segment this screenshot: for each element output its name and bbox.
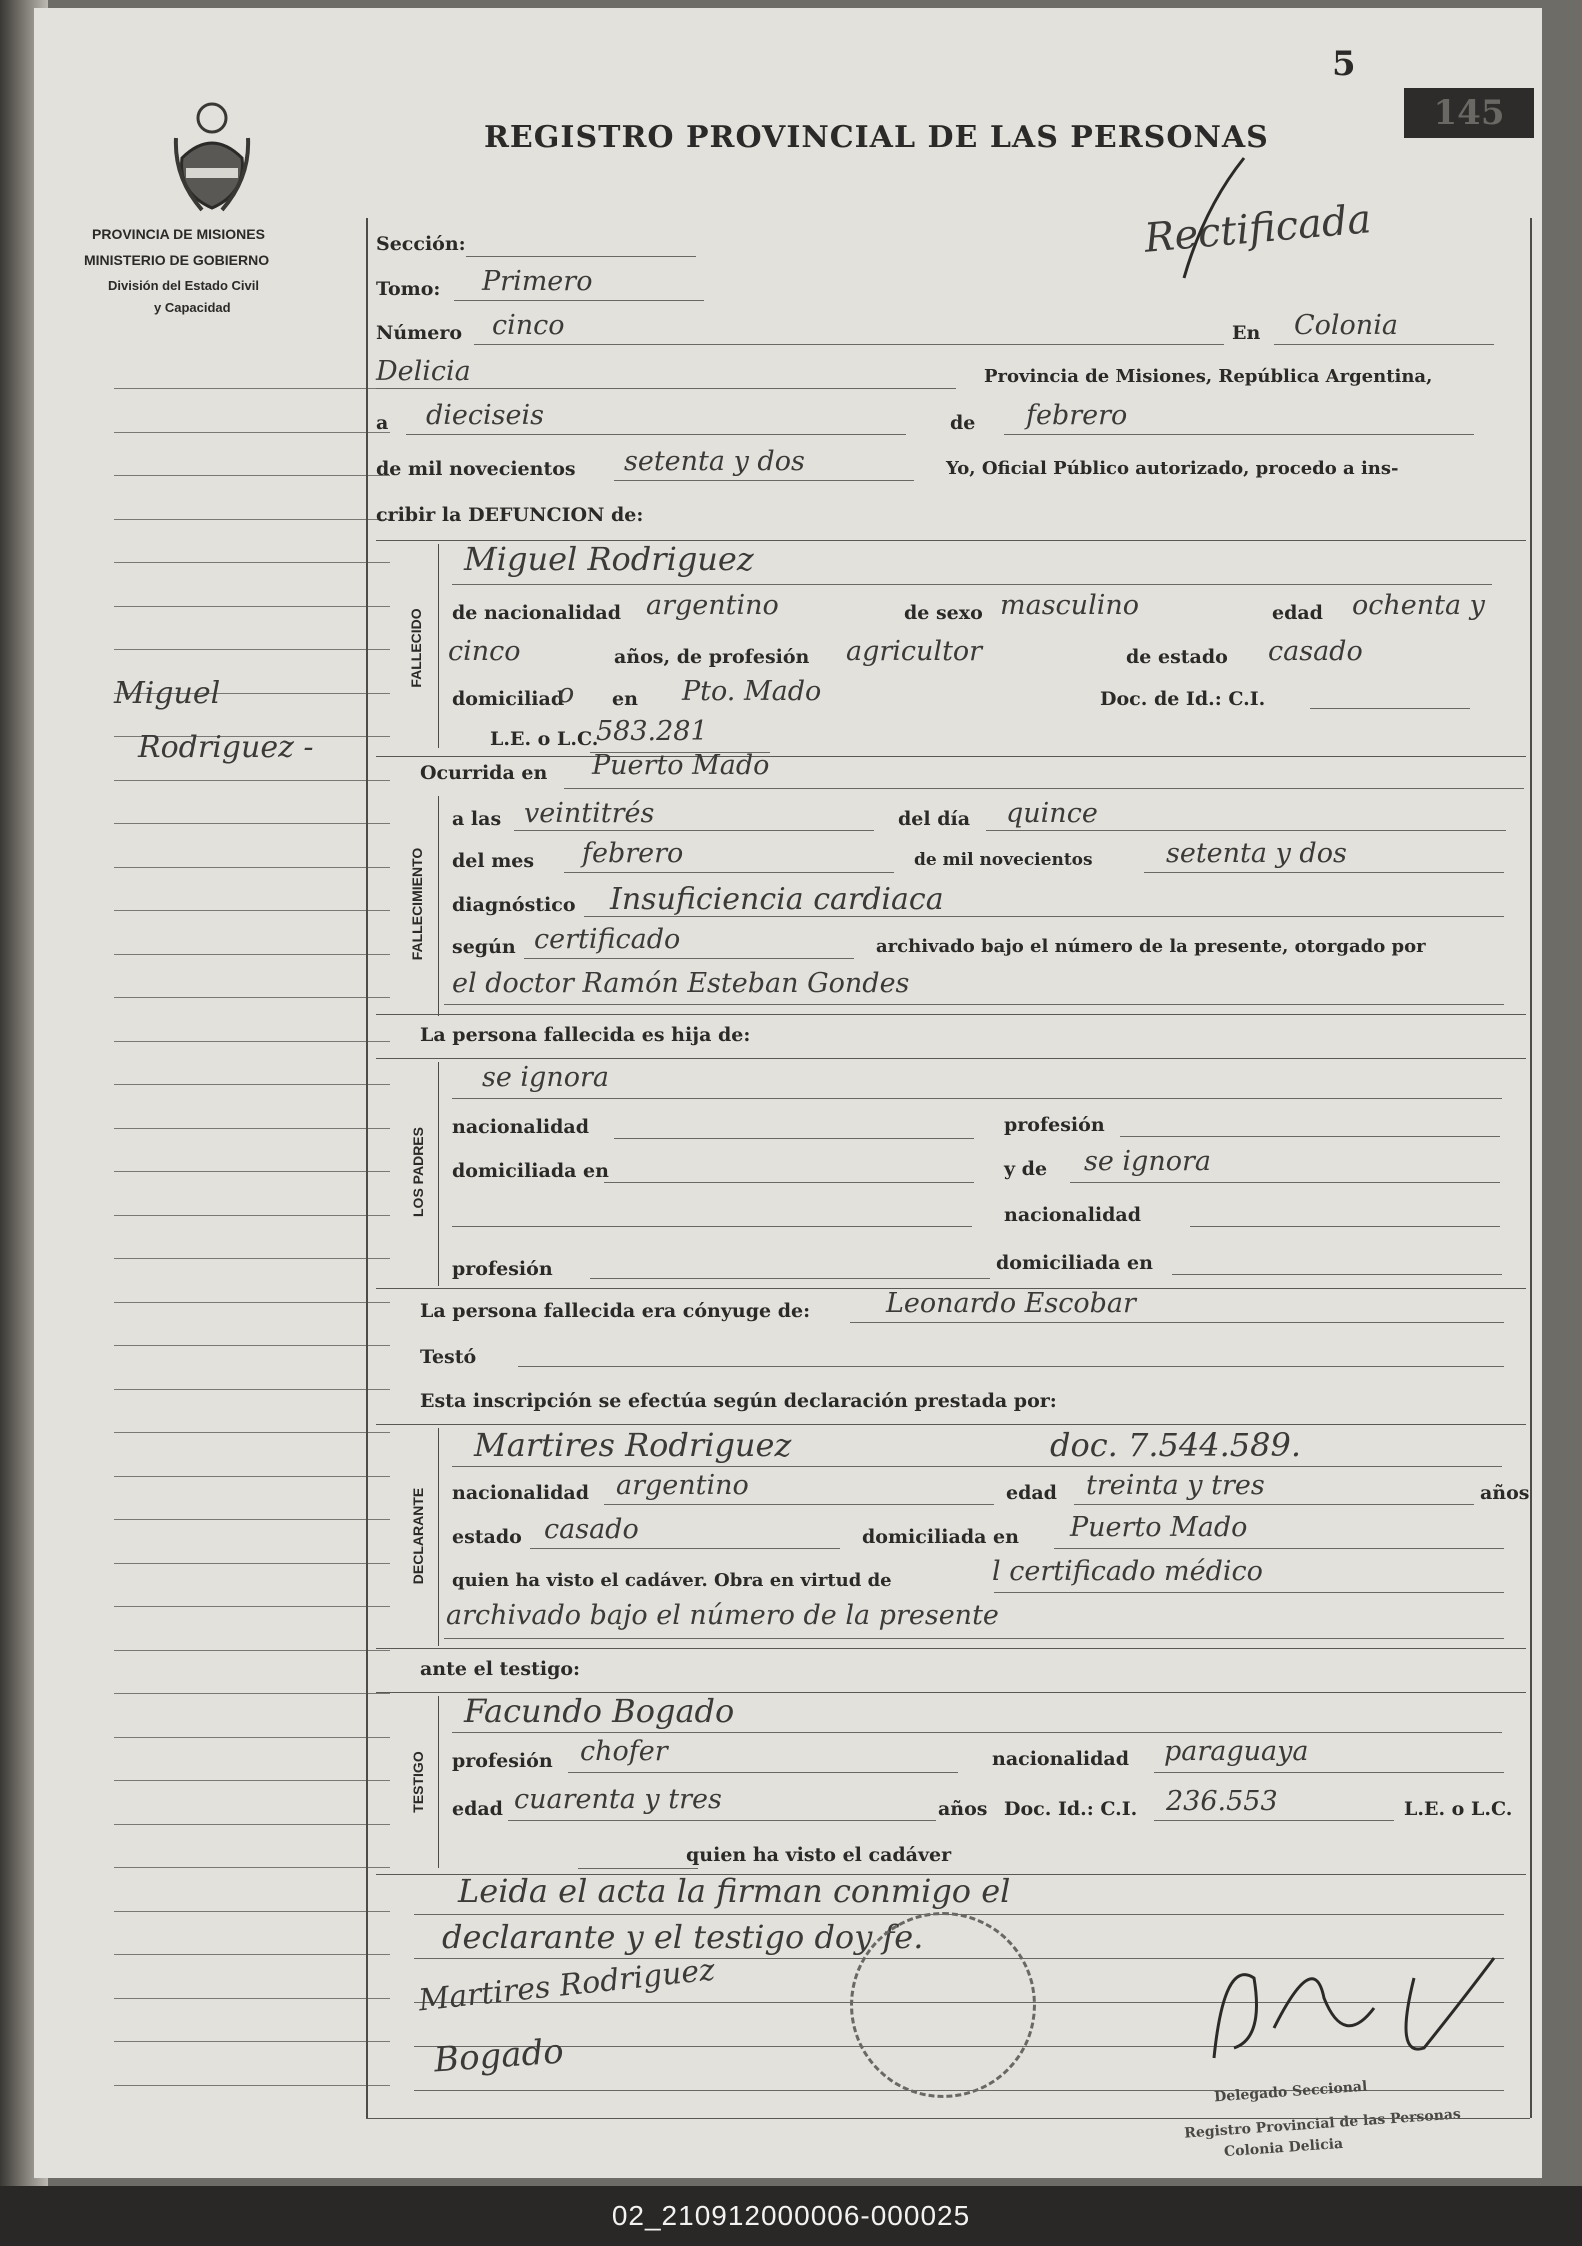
seccion-label: Sección:	[376, 233, 466, 255]
testigo-profesion: chofer	[580, 1736, 668, 1767]
y-de-label: y de	[1004, 1158, 1048, 1180]
de-label: de	[950, 412, 976, 434]
margin-rule	[114, 1041, 390, 1042]
margin-rule	[114, 1084, 390, 1085]
margin-divider	[366, 218, 368, 2118]
declarante-name: Martires Rodriguez	[474, 1426, 792, 1464]
margin-rule	[114, 1911, 390, 1912]
testigo-name-line	[452, 1732, 1502, 1733]
conyuge-value: Leonardo Escobar	[886, 1288, 1136, 1319]
firma-declarante: Martires Rodriguez	[416, 1952, 717, 2019]
document-page	[34, 8, 1542, 2178]
fallecido-nacionalidad-label: de nacionalidad	[452, 602, 622, 624]
fallecido-domiciliado-label: domiciliad	[452, 688, 565, 710]
rectificada-annotation: Rectificada	[1142, 196, 1374, 262]
padre-profesion-line	[1120, 1136, 1500, 1137]
year-label: de mil novecientos	[376, 458, 576, 480]
declarante-estado: casado	[544, 1514, 639, 1545]
margin-rule	[114, 780, 390, 781]
del-mes-label: del mes	[452, 850, 535, 872]
fallecido-nacionalidad: argentino	[646, 590, 779, 621]
official-stamp	[850, 1912, 1036, 2098]
hora-value: veintitrés	[524, 798, 655, 829]
fallecido-bracket	[438, 544, 439, 748]
declarante-visto-suffix: l certificado médico	[992, 1556, 1263, 1587]
fallecido-en-label: en	[612, 688, 638, 710]
testigo-doc-label: Doc. Id.: C.I.	[1004, 1798, 1138, 1820]
padre-profesion-label: profesión	[1004, 1114, 1105, 1136]
margin-rule	[114, 1650, 390, 1651]
fallecido-le: 583.281	[596, 716, 708, 747]
numero-value: cinco	[492, 310, 565, 341]
margin-rule	[114, 1824, 390, 1825]
mes-value: febrero	[582, 838, 684, 869]
fallecido-profesion: agricultor	[846, 636, 983, 667]
de-mil-label: de mil novecientos	[914, 850, 1093, 870]
padre-nacionalidad-line	[614, 1138, 974, 1139]
place-value-1: Colonia	[1294, 310, 1398, 341]
declarante-anos-label: años	[1480, 1482, 1530, 1504]
declarante-edad-line	[1074, 1504, 1474, 1505]
fallecido-domiciliado-suffix: o	[558, 678, 575, 709]
a-las-label: a las	[452, 808, 502, 830]
ante-testigo-label: ante el testigo:	[420, 1658, 581, 1680]
madre-extra-line	[452, 1226, 972, 1227]
del-dia-label: del día	[898, 808, 971, 830]
margin-rule	[114, 1780, 390, 1781]
madre-nacionalidad-label: nacionalidad	[1004, 1204, 1142, 1226]
numero-label: Número	[376, 322, 463, 344]
margin-rule	[114, 1215, 390, 1216]
official-text: Yo, Oficial Público autorizado, procedo a ins-	[946, 458, 1399, 479]
declarante-nacionalidad: argentino	[616, 1470, 749, 1501]
fallecido-le-label: L.E. o L.C.	[490, 728, 599, 750]
fallecido-name-line	[452, 584, 1492, 585]
annotation-stroke	[1164, 148, 1284, 288]
testigo-profesion-line	[568, 1772, 958, 1773]
margin-rule	[114, 1258, 390, 1259]
diagnostico-line	[584, 916, 1504, 917]
margin-rule	[114, 1476, 390, 1477]
declarante-edad: treinta y tres	[1086, 1470, 1265, 1501]
testigo-name: Facundo Bogado	[464, 1692, 735, 1730]
margin-rule	[114, 432, 390, 433]
testigo-nacionalidad-line	[1154, 1772, 1504, 1773]
declarante-estado-label: estado	[452, 1526, 522, 1548]
margin-rule	[114, 388, 390, 389]
margin-rule	[114, 606, 390, 607]
archivado-text: archivado bajo el número de la presente, otorgado por	[876, 936, 1426, 957]
testigo-edad-line	[508, 1820, 936, 1821]
margin-rule	[114, 2085, 390, 2086]
testigo-visto-text: quien ha visto el cadáver	[686, 1844, 952, 1866]
diagnostico-label: diagnóstico	[452, 894, 576, 916]
margin-rule	[114, 562, 390, 563]
fallecido-domicilio: Pto. Mado	[682, 676, 822, 707]
mes-line	[564, 872, 894, 873]
margin-rule	[114, 475, 390, 476]
margin-rule	[114, 1432, 390, 1433]
madre-profesion-line	[590, 1278, 990, 1279]
tomo-value: Primero	[482, 266, 593, 297]
padre-line	[452, 1098, 1502, 1099]
testigo-top-rule	[376, 1648, 1526, 1649]
testigo-anos-label: años	[938, 1798, 988, 1820]
margin-rule	[114, 1302, 390, 1303]
fallecido-doc-label: Doc. de Id.: C.I.	[1100, 688, 1266, 710]
margin-rule	[114, 519, 390, 520]
hija-de-label: La persona fallecida es hija de:	[420, 1024, 751, 1046]
office-division-2: y Capacidad	[154, 300, 231, 315]
declarante-bracket	[438, 1428, 439, 1646]
conyuge-label: La persona fallecida era cónyuge de:	[420, 1300, 811, 1322]
image-caption: 02_210912000006-000025	[0, 2186, 1582, 2246]
declarante-archivado-line	[444, 1638, 1504, 1639]
declarante-section-label: DECLARANTE	[410, 1487, 426, 1585]
testigo-section-label: TESTIGO	[410, 1751, 426, 1813]
declarante-name-line	[452, 1466, 1502, 1467]
segun-value: certificado	[534, 924, 681, 955]
fallecido-sexo-label: de sexo	[904, 602, 983, 624]
margin-rule	[114, 997, 390, 998]
declarante-top-rule	[376, 1424, 1526, 1425]
segun-label: según	[452, 936, 516, 958]
testigo-doc: 236.553	[1166, 1786, 1278, 1817]
doctor-line	[444, 1004, 1504, 1005]
place-value-2: Delicia	[376, 356, 471, 387]
stamp-line2: Registro Provincial de las Personas	[1183, 2106, 1462, 2142]
margin-rule	[114, 1954, 390, 1955]
padre-nacionalidad-label: nacionalidad	[452, 1116, 590, 1138]
fallecido-doc-line	[1310, 708, 1470, 709]
inscribe-text: cribir la DEFUNCION de:	[376, 504, 644, 526]
tomo-line	[454, 300, 704, 301]
cierre-line2: declarante y el testigo doy fe.	[442, 1918, 924, 1956]
declarante-edad-label: edad	[1006, 1482, 1057, 1504]
year-value: setenta y dos	[624, 446, 805, 477]
margin-note-line2: Rodriguez -	[138, 730, 314, 765]
office-division-1: División del Estado Civil	[108, 278, 259, 293]
firma-oficial	[1194, 1938, 1514, 2078]
ocurrida-top-rule	[376, 756, 1526, 757]
fallecido-section-label: FALLECIDO	[408, 608, 424, 688]
testo-label: Testó	[420, 1346, 477, 1368]
testigo-edad: cuarenta y tres	[514, 1784, 722, 1815]
madre-domiciliada-line	[1172, 1274, 1502, 1275]
margin-rule	[114, 1737, 390, 1738]
margin-rule	[114, 1563, 390, 1564]
ocurrida-label: Ocurrida en	[420, 762, 548, 784]
seccion-line	[466, 256, 696, 257]
margin-rule	[114, 867, 390, 868]
bottom-frame-line	[366, 2118, 1530, 2119]
madre-domiciliada-label: domiciliada en	[996, 1252, 1153, 1274]
testigo-nacionalidad-label: nacionalidad	[992, 1748, 1130, 1770]
place-line-2	[376, 388, 956, 389]
padre-value: se ignora	[482, 1062, 609, 1093]
padre-domiciliada-label: domiciliada en	[452, 1160, 609, 1182]
margin-rule	[114, 2041, 390, 2042]
madre-value: se ignora	[1084, 1146, 1211, 1177]
firma-testigo: Bogado	[432, 2031, 565, 2081]
anio-line	[1144, 872, 1504, 873]
margin-rule	[114, 1389, 390, 1390]
testigo-profesion-label: profesión	[452, 1750, 553, 1772]
margin-rule	[114, 649, 390, 650]
fallecido-edad-2: cinco	[448, 636, 521, 667]
margin-rule	[114, 1693, 390, 1694]
anio-value: setenta y dos	[1166, 838, 1347, 869]
office-ministry: MINISTERIO DE GOBIERNO	[84, 252, 270, 268]
dia-value: quince	[1006, 798, 1098, 829]
folio-number: 145	[1404, 88, 1534, 138]
doctor-value: el doctor Ramón Esteban Gondes	[452, 968, 910, 999]
declarante-visto-line	[994, 1592, 1504, 1593]
declarante-archivado: archivado bajo el número de la presente	[446, 1600, 999, 1631]
place-line-1	[1274, 344, 1494, 345]
office-province: PROVINCIA DE MISIONES	[92, 226, 265, 242]
coat-of-arms-icon	[172, 98, 252, 218]
margin-rule	[114, 1998, 390, 1999]
tomo-label: Tomo:	[376, 278, 441, 300]
day-line	[406, 434, 906, 435]
fallecido-estado-label: de estado	[1126, 646, 1228, 668]
testigo-doc-line	[1154, 1820, 1394, 1821]
margin-rule	[114, 1867, 390, 1868]
margin-rule	[114, 910, 390, 911]
testigo-le-label: L.E. o L.C.	[1404, 1798, 1513, 1820]
day-value: dieciseis	[426, 400, 544, 431]
declarante-nacionalidad-label: nacionalidad	[452, 1482, 590, 1504]
declarante-domicilio: Puerto Mado	[1070, 1512, 1248, 1543]
conyuge-line	[850, 1322, 1504, 1323]
testigo-bracket	[438, 1696, 439, 1868]
margin-rule	[114, 1345, 390, 1346]
fallecido-edad-label: edad	[1272, 602, 1323, 624]
margin-rule	[114, 1171, 390, 1172]
stamp-line3: Colonia Delicia	[1223, 2135, 1344, 2161]
fallecimiento-bracket	[438, 796, 439, 1016]
fallecido-sexo: masculino	[1000, 590, 1139, 621]
stamp-line1: Delegado Seccional	[1213, 2078, 1368, 2106]
madre-profesion-label: profesión	[452, 1258, 553, 1280]
ocurrida-line	[564, 788, 1524, 789]
ocurrida-place: Puerto Mado	[592, 750, 770, 781]
declarante-nacionalidad-line	[604, 1504, 994, 1505]
month-line	[1004, 434, 1474, 435]
madre-nacionalidad-line	[1190, 1226, 1500, 1227]
hija-top-rule	[376, 1014, 1526, 1015]
testigo-nacionalidad: paraguaya	[1164, 1736, 1309, 1767]
right-frame-line	[1530, 218, 1532, 2118]
diagnostico-value: Insuficiencia cardiaca	[610, 882, 944, 917]
padres-bracket	[438, 1062, 439, 1286]
fallecido-edad-1: ochenta y	[1352, 590, 1485, 621]
hora-line	[514, 830, 874, 831]
fallecido-anos-label: años, de profesión	[614, 646, 810, 668]
segun-line	[524, 958, 854, 959]
declarante-visto-text: quien ha visto el cadáver. Obra en virtud de	[452, 1570, 892, 1591]
fallecimiento-section-label: FALLECIMIENTO	[409, 847, 425, 961]
year-line	[614, 480, 914, 481]
numero-line	[474, 344, 1224, 345]
margin-note-line1: Miguel	[114, 676, 221, 711]
declarante-estado-line	[530, 1548, 840, 1549]
testigo-edad-label: edad	[452, 1798, 503, 1820]
margin-rule	[114, 823, 390, 824]
en-label: En	[1232, 322, 1261, 344]
cierre-line1: Leida el acta la firman conmigo el	[458, 1872, 1011, 1910]
testigo-le-line	[578, 1868, 698, 1869]
padres-top-rule	[376, 1058, 1526, 1059]
declarante-doc: doc. 7.544.589.	[1050, 1426, 1302, 1464]
a-label: a	[376, 412, 389, 434]
margin-rule	[114, 1606, 390, 1607]
fallecido-name: Miguel Rodriguez	[464, 540, 754, 578]
testo-line	[518, 1366, 1504, 1367]
document-title: REGISTRO PROVINCIAL DE LAS PERSONAS	[484, 120, 1269, 155]
fallecido-estado: casado	[1268, 636, 1363, 667]
declaracion-text: Esta inscripción se efectúa según declaración prestada por:	[420, 1390, 1057, 1412]
declarante-domicilio-line	[1054, 1548, 1504, 1549]
padres-section-label: LOS PADRES	[410, 1127, 426, 1217]
margin-rule	[114, 1519, 390, 1520]
declarante-domiciliada-label: domiciliada en	[862, 1526, 1019, 1548]
page-number: 5	[1332, 44, 1356, 84]
margin-rule	[114, 1128, 390, 1129]
province-text: Provincia de Misiones, República Argentina,	[984, 366, 1433, 387]
margin-rule	[114, 954, 390, 955]
padre-domiciliada-line	[604, 1182, 974, 1183]
madre-line	[1070, 1182, 1500, 1183]
dia-line	[986, 830, 1506, 831]
month-value: febrero	[1026, 400, 1128, 431]
